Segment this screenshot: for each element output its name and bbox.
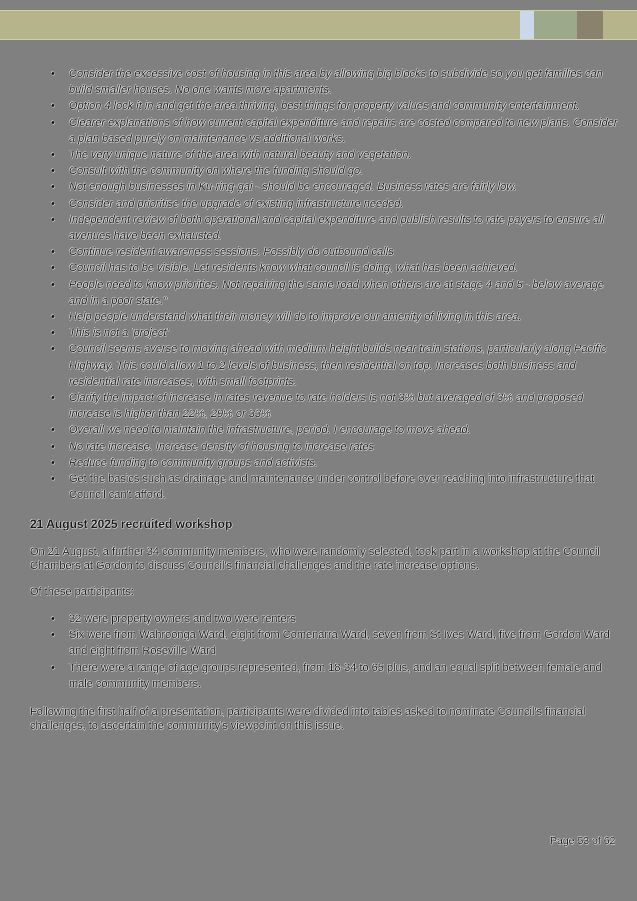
list-item: • Clearer explanations of how current capital expenditure and repairs are costed compared to new plans. Consider a plan based purely on maintenance vs additional works.: [47, 115, 622, 147]
list-item: • 32 were property owners and two were renters: [47, 611, 622, 627]
section-heading: 21 August 2025 recruited workshop: [30, 517, 233, 531]
list-item: • This is not a 'project': [47, 325, 622, 341]
list-item: • Council seems averse to moving ahead with medium height builds near train stations, particularly along Pacific Highway. This could allow 1 to 2 levels of business, then residential on top. Increases both business and residential rate increases, with small footprints.: [47, 341, 622, 390]
list-item: • Council has to be visible. Let residents know what council is doing, what has been achieved.: [47, 260, 622, 276]
list-item: • Consider and prioritise the upgrade of existing infrastructure needed.: [47, 196, 622, 212]
list-item: • Independent review of both operational and capital expenditure and publish results to rate payers to ensure all avenues have been exhausted.: [47, 212, 622, 244]
list-item: • No rate increase. Increase density of housing to increase rates: [47, 439, 622, 455]
list-item: • Get the basics such as drainage and maintenance under control before over reaching into infrastructure that Council can't afford.: [47, 471, 622, 503]
list-item: • The very unique nature of the area with natural beauty and vegetation.: [47, 147, 622, 163]
list-item: • Clarify the impact of increase in rates revenue to rate holders is not 3% but averaged of 3% and proposed increase is higher than 22%, 29% or 33%: [47, 390, 622, 422]
participants-label: Of these participants:: [30, 586, 134, 598]
feedback-list: [47, 66, 622, 503]
header-accent-brown: [577, 11, 603, 39]
list-item: • Six were from Wahroonga Ward, eight from Comenarra Ward, seven from St Ives Ward, five from Gordon Ward and eight from Roseville Ward: [47, 627, 622, 659]
workshop-intro: On 21 August, a further 34 community members, who were randomly selected, took part in a workshop at the Council Chambers at Gordon to discuss Council's financial challenges and the rate increase options.: [30, 546, 600, 573]
page-number: Page 53 of 62: [550, 835, 616, 847]
header-accent-green: [534, 11, 577, 39]
list-item: • Overall we need to maintain the infrastructure, period. I encourage to move ahead.: [47, 422, 622, 438]
list-item: • Help people understand what their money will do to improve our amenity of living in this area.: [47, 309, 622, 325]
list-item: • Not enough businesses in Ku-ring-gai - should be encouraged. Business rates are fairly low.: [47, 179, 622, 195]
list-item: • Option 4 lock it in and get the area thriving, best things for property values and community entertainment.: [47, 98, 622, 114]
list-item: • Consider the excessive cost of housing in this area by allowing big blocks to subdivide so you get families can build smaller houses. No one wants more apartments.: [47, 66, 622, 98]
list-item: • People need to know priorities. Not repairing the same road when others are at stage 4 and 5 - below average and in a poor state.": [47, 277, 622, 309]
list-item: • Continue resident awareness sessions. Possibly do outbound calls: [47, 244, 622, 260]
participants-list: [47, 611, 622, 692]
list-item: • Consult with the community on where the funding should go.: [47, 163, 622, 179]
list-item: • There were a range of age groups represented, from 18-34 to 65 plus, and an equal split between female and male community members.: [47, 660, 622, 692]
header-accent-blue: [520, 11, 534, 39]
header-bar: [0, 10, 637, 40]
list-item: • Reduce funding to community groups and activists.: [47, 455, 622, 471]
following-paragraph: Following the first half of a presentation, participants were divided into tables asked to nominate Council's financial challenges, to ascertain the community's viewpoint on this issue.: [30, 706, 586, 733]
